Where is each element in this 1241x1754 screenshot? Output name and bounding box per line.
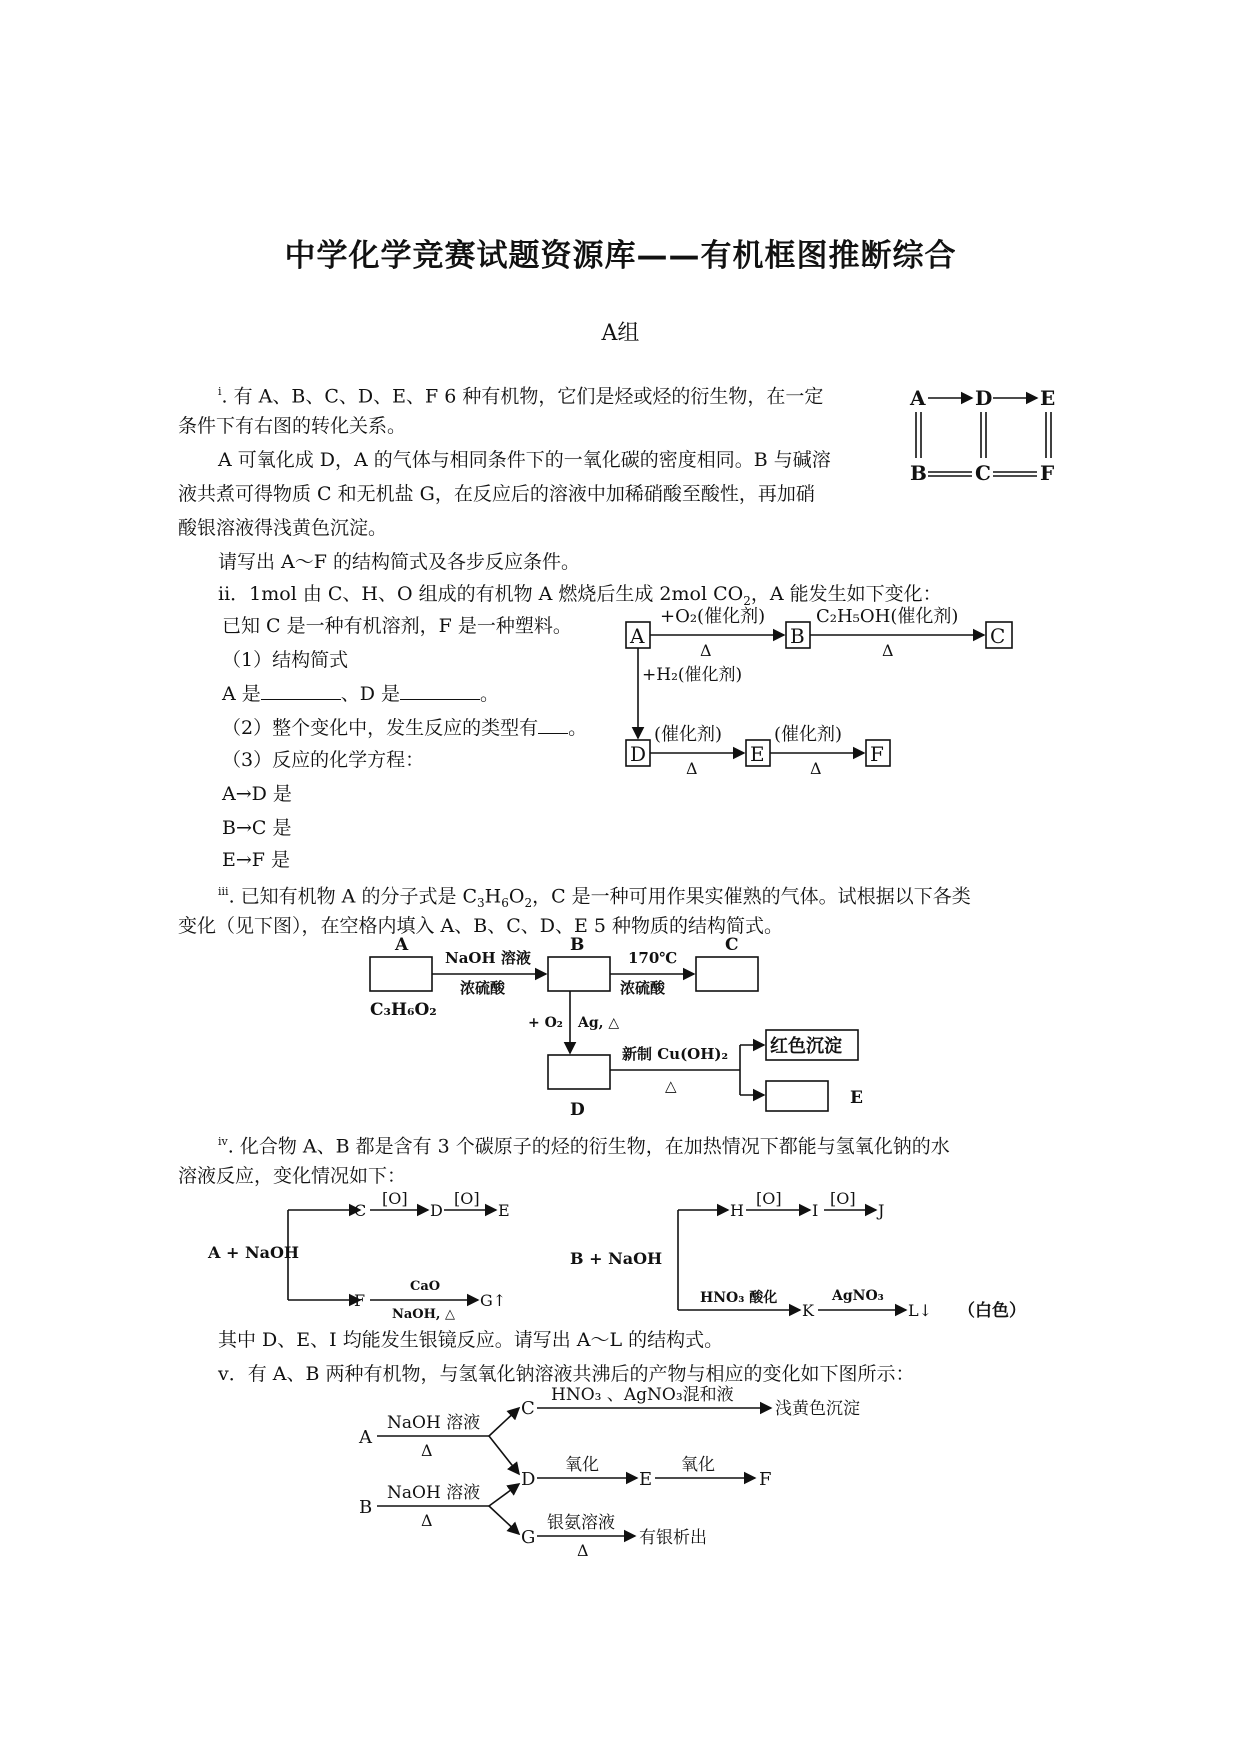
svg-text:Δ: Δ bbox=[882, 641, 894, 660]
svg-text:E: E bbox=[639, 1469, 653, 1490]
q3-label-a: A bbox=[395, 935, 409, 955]
q1-line-5: 酸银溶液得浅黄色沉淀。 bbox=[178, 517, 388, 539]
svg-text:HNO₃ 、AgNO₃混和液: HNO₃ 、AgNO₃混和液 bbox=[551, 1385, 734, 1405]
q2-node-c: C bbox=[990, 624, 1006, 648]
svg-text:170℃: 170℃ bbox=[628, 949, 678, 967]
svg-text:Ag, △: Ag, △ bbox=[578, 1015, 620, 1031]
q3-box-b bbox=[548, 957, 610, 991]
q1-number: i bbox=[218, 385, 222, 398]
q3-label-d: D bbox=[570, 1100, 585, 1120]
q2-node-e: E bbox=[750, 742, 765, 766]
svg-text:[O]: [O] bbox=[830, 1190, 856, 1208]
svg-text:(催化剂): (催化剂) bbox=[654, 724, 723, 745]
svg-text:C₂H₅OH(催化剂): C₂H₅OH(催化剂) bbox=[816, 606, 959, 627]
q3-label-e: E bbox=[850, 1088, 863, 1108]
q2-line-5: （2）整个变化中，发生反应的类型有 。 bbox=[222, 711, 587, 745]
q3-line-1: $^{iii}$. 已知有机物 A 的分子式是 $C_3H_6O_2$，C 是一种可用作果实催熟的气体。试根据以下各类 bbox=[218, 885, 971, 911]
q2-node-f: F bbox=[870, 742, 884, 766]
q2-line-7: A→D 是 bbox=[222, 783, 292, 805]
q4-line-1: $^{iv}$. 化合物 A、B 都是含有 3 个碳原子的烃的衍生物，在加热情况下都能与氢氧化钠的水 bbox=[218, 1135, 950, 1158]
q1-node-e: E bbox=[1040, 386, 1056, 410]
svg-text:J: J bbox=[878, 1201, 885, 1220]
svg-text:NaOH, △: NaOH, △ bbox=[392, 1307, 455, 1322]
answer-blank bbox=[400, 679, 480, 700]
svg-text:NaOH 溶液: NaOH 溶液 bbox=[387, 1413, 481, 1433]
q1-node-c: C bbox=[975, 461, 991, 485]
svg-text:Δ: Δ bbox=[421, 1441, 433, 1460]
svg-text:C₃H₆O₂: C₃H₆O₂ bbox=[370, 1000, 437, 1020]
svg-text:Δ: Δ bbox=[421, 1511, 433, 1530]
q1-line-1: $^i$. 有 A、B、C、D、E、F 6 种有机物，它们是烃或烃的衍生物，在一定 bbox=[218, 385, 824, 408]
q1-diagram bbox=[900, 380, 1070, 490]
q3-number: iii bbox=[218, 885, 229, 898]
svg-text:[O]: [O] bbox=[454, 1190, 480, 1208]
svg-text:F: F bbox=[759, 1469, 772, 1490]
q3-box-d bbox=[548, 1055, 610, 1089]
q4-line-3: 其中 D、E、I 均能发生银镜反应。请写出 A～L 的结构式。 bbox=[218, 1329, 724, 1351]
q1-node-d: D bbox=[975, 386, 993, 410]
svg-text:F: F bbox=[354, 1291, 366, 1310]
svg-text:D: D bbox=[521, 1469, 536, 1490]
svg-text:C: C bbox=[521, 1398, 535, 1419]
q4-diagram bbox=[200, 1190, 1060, 1330]
q3-line-2: 变化（见下图），在空格内填入 A、B、C、D、E 5 种物质的结构简式。 bbox=[178, 915, 784, 937]
q5-line-1: v．有 A、B 两种有机物，与氢氧化钠溶液共沸后的产物与相应的变化如下图所示： bbox=[218, 1363, 915, 1385]
svg-text:氧化: 氧化 bbox=[565, 1455, 599, 1475]
svg-text:D: D bbox=[430, 1201, 443, 1220]
svg-text:浓硫酸: 浓硫酸 bbox=[460, 979, 506, 997]
svg-text:浓硫酸: 浓硫酸 bbox=[620, 979, 666, 997]
svg-text:[O]: [O] bbox=[382, 1190, 408, 1208]
svg-text:B: B bbox=[359, 1497, 373, 1518]
svg-text:A: A bbox=[359, 1427, 372, 1448]
svg-text:B + NaOH: B + NaOH bbox=[570, 1249, 663, 1268]
svg-text:有银析出: 有银析出 bbox=[639, 1528, 707, 1548]
svg-text:AgNO₃: AgNO₃ bbox=[832, 1288, 884, 1304]
svg-text:C: C bbox=[354, 1201, 367, 1220]
q2-node-b: B bbox=[790, 624, 805, 648]
svg-text:E: E bbox=[498, 1201, 510, 1220]
svg-text:Δ: Δ bbox=[700, 641, 712, 660]
svg-text:银氨溶液: 银氨溶液 bbox=[547, 1513, 615, 1533]
svg-text:NaOH 溶液: NaOH 溶液 bbox=[387, 1483, 481, 1503]
q2-node-a: A bbox=[630, 624, 645, 648]
q2-line-1: ii．1mol 由 C、H、O 组成的有机物 A 燃烧后生成 2mol $CO_2$，A 能发生如下变化： bbox=[218, 583, 942, 608]
q4-number: iv bbox=[218, 1135, 228, 1148]
svg-text:G: G bbox=[521, 1527, 536, 1548]
svg-text:Δ: Δ bbox=[577, 1541, 589, 1560]
q2-line-6: （3）反应的化学方程： bbox=[222, 749, 425, 771]
svg-text:氧化: 氧化 bbox=[681, 1455, 715, 1475]
group-heading: A组 bbox=[601, 321, 640, 346]
answer-blank bbox=[261, 679, 341, 700]
q1-node-f: F bbox=[1040, 461, 1055, 485]
svg-text:[O]: [O] bbox=[756, 1190, 782, 1208]
q2-line-9: E→F 是 bbox=[222, 849, 291, 871]
q1-node-a: A bbox=[910, 386, 926, 410]
q3-diagram bbox=[360, 935, 880, 1125]
svg-text:+H₂(催化剂): +H₂(催化剂) bbox=[642, 665, 743, 685]
svg-text:浅黄色沉淀: 浅黄色沉淀 bbox=[775, 1399, 860, 1419]
svg-text:Δ: Δ bbox=[810, 759, 822, 778]
q3-box-c bbox=[696, 957, 758, 991]
q1-line-6: 请写出 A～F 的结构简式及各步反应条件。 bbox=[218, 551, 580, 573]
svg-text:L↓: L↓ bbox=[908, 1301, 933, 1320]
q1-line-3: A 可氧化成 D，A 的气体与相同条件下的一氧化碳的密度相同。B 与碱溶 bbox=[218, 449, 831, 471]
svg-text:红色沉淀: 红色沉淀 bbox=[770, 1036, 842, 1057]
svg-text:A + NaOH: A + NaOH bbox=[208, 1243, 300, 1262]
q2-diagram bbox=[620, 600, 1020, 780]
svg-text:NaOH 溶液: NaOH 溶液 bbox=[445, 949, 531, 967]
answer-blank bbox=[538, 713, 568, 734]
q2-line-2: 已知 C 是一种有机溶剂，F 是一种塑料。 bbox=[222, 615, 572, 637]
q4-line-2: 溶液反应，变化情况如下： bbox=[178, 1165, 407, 1187]
svg-text:K: K bbox=[802, 1301, 814, 1320]
svg-text:（白色）: （白色） bbox=[958, 1301, 1026, 1321]
svg-text:(催化剂): (催化剂) bbox=[774, 724, 843, 745]
svg-text:H: H bbox=[730, 1201, 744, 1220]
svg-text:CaO: CaO bbox=[410, 1279, 441, 1294]
q3-label-c: C bbox=[725, 935, 739, 955]
q2-node-d: D bbox=[630, 742, 647, 766]
svg-text:△: △ bbox=[665, 1077, 677, 1095]
q2-line-4: A 是 、D 是 。 bbox=[222, 677, 499, 711]
svg-text:+O₂(催化剂): +O₂(催化剂) bbox=[660, 606, 766, 627]
svg-text:Δ: Δ bbox=[686, 759, 698, 778]
svg-text:I: I bbox=[812, 1201, 819, 1220]
q5-diagram bbox=[355, 1380, 875, 1560]
page-title: 中学化学竞赛试题资源库——有机框图推断综合 bbox=[284, 238, 957, 274]
svg-text:G↑: G↑ bbox=[480, 1291, 507, 1310]
q3-label-b: B bbox=[570, 935, 585, 955]
svg-text:HNO₃ 酸化: HNO₃ 酸化 bbox=[700, 1290, 778, 1306]
q2-line-3: （1）结构简式 bbox=[222, 649, 349, 671]
q3-box-e bbox=[766, 1081, 828, 1111]
q1-node-b: B bbox=[910, 461, 927, 485]
svg-text:新制 Cu(OH)₂: 新制 Cu(OH)₂ bbox=[622, 1045, 729, 1063]
q1-line-2: 条件下有右图的转化关系。 bbox=[178, 415, 407, 437]
svg-text:+ O₂: + O₂ bbox=[528, 1015, 563, 1031]
q2-line-8: B→C 是 bbox=[222, 817, 292, 839]
q1-line-4: 液共煮可得物质 C 和无机盐 G，在反应后的溶液中加稀硝酸至酸性，再加硝 bbox=[178, 483, 815, 505]
q3-box-a bbox=[370, 957, 432, 991]
